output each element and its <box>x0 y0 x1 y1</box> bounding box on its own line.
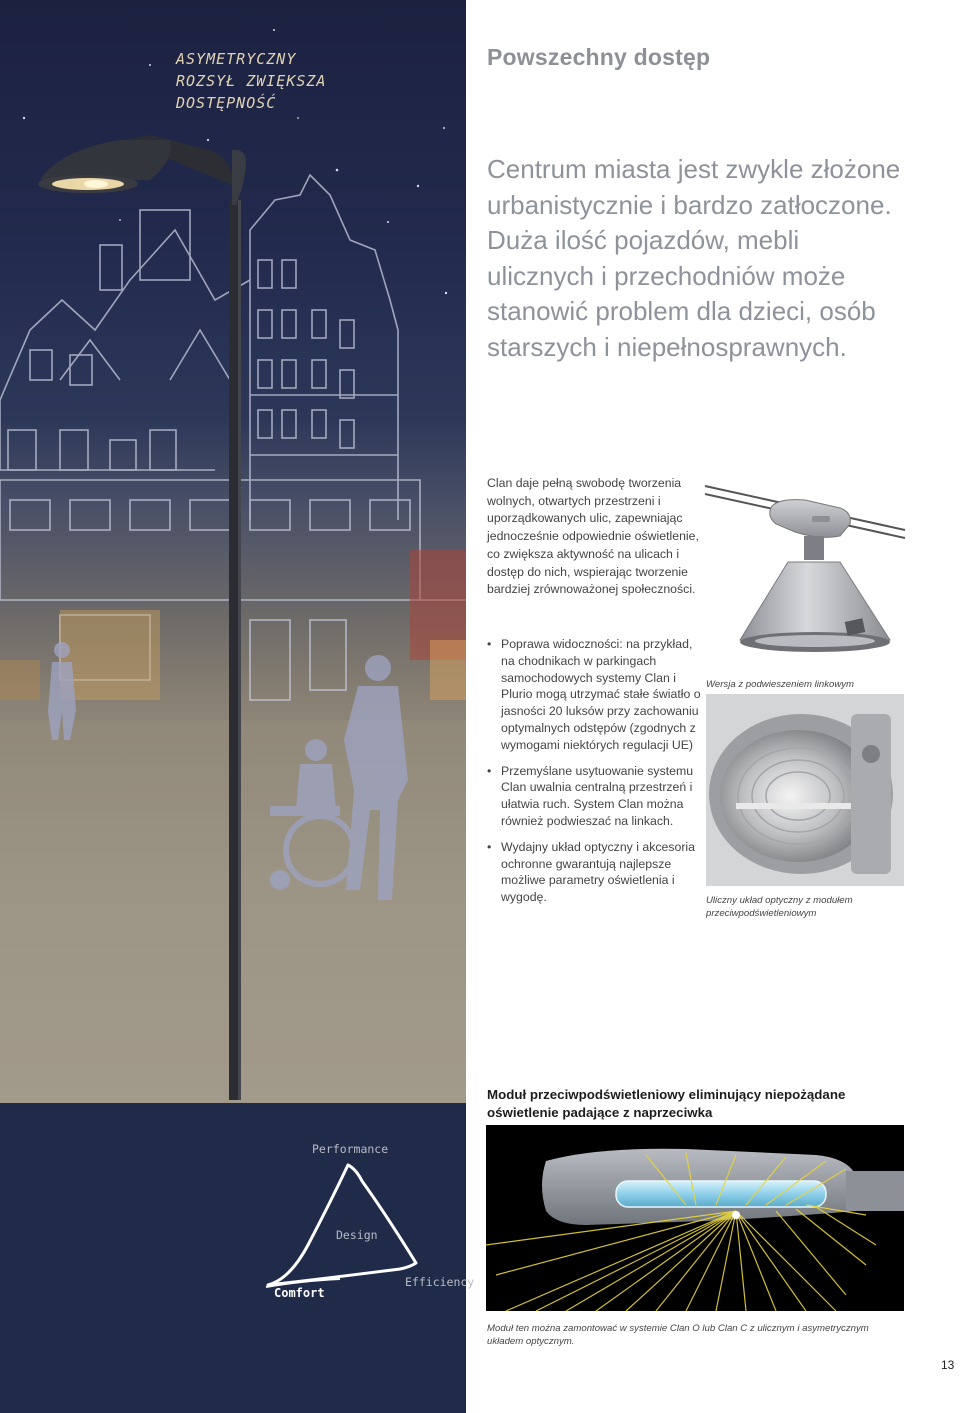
value-triangle-panel <box>0 1103 475 1413</box>
optic-caption: Uliczny układ optyczny z modułem przeciwpodświetleniowym <box>706 895 853 919</box>
anti-glare-drawing <box>486 1125 904 1311</box>
performance-label: Performance <box>312 1142 389 1156</box>
suspended-luminaire-photo <box>700 470 905 670</box>
triangle-icon <box>0 1103 466 1413</box>
body-paragraph: Clan daje pełną swobodę tworzenia wolnych, otwartych przestrzeni i uporządkowanych ulic, zapewniając jednocześnie odpowiednie oświetlenie, co zwiększa aktywność na ulicach i dostęp do nich, wspierając tworzenie bardziej zrównoważonej społeczności. <box>487 476 699 597</box>
module-heading: Moduł przeciwpodświetleniowy eliminujący niepożądane oświetlenie padające z naprzeciwka <box>487 1087 846 1120</box>
suspended-caption: Wersja z podwieszeniem linkowym <box>706 679 855 690</box>
list-item: • Poprawa widoczności: na przykład, na chodnikach w parkingach samochodowych systemy Clan i Plurio mogą utrzymać stałe światło o jasności 20 luksów przy zachowaniu optymalnych odstępów (zgodnych z wymogami niektórych regulacji UE) <box>487 636 702 754</box>
hero-title-line: DOSTĘPNOŚĆ <box>176 94 277 112</box>
page-heading: Powszechny dostęp <box>487 44 711 70</box>
hero-title-line: ASYMETRYCZNY <box>176 50 297 68</box>
suspended-luminaire-drawing <box>700 470 905 670</box>
design-label: Design <box>336 1228 378 1242</box>
hero-title-line: ROZSYŁ ZWIĘKSZA <box>176 72 327 90</box>
module-caption: Moduł ten można zamontować w systemie Clan O lub Clan C z ulicznym i asymetrycznym układem optycznym. <box>487 1323 869 1347</box>
comfort-label: Comfort <box>274 1286 325 1300</box>
hero-title <box>176 48 446 114</box>
efficiency-label: Efficiency <box>405 1275 475 1289</box>
street-optic-photo <box>706 694 904 886</box>
page-number: 13 <box>941 1358 955 1372</box>
list-item: • Wydajny układ optyczny i akcesoria ochronne gwarantują najlepsze możliwe parametry oświetlenia i wygodę. <box>487 839 702 906</box>
feature-list <box>487 636 702 915</box>
intro-paragraph: Centrum miasta jest zwykle złożone urbanistycznie i bardzo zatłoczone. Duża ilość pojazdów, mebli ulicznych i przechodniów może stanowić problem dla dzieci, osób starszych i niepełnosprawnych. <box>487 154 901 362</box>
optic-reflector-drawing <box>706 694 904 886</box>
list-item: • Przemyślane usytuowanie systemu Clan uwalnia centralną przestrzeń i ułatwia ruch. System Clan można również podwieszać na linkach. <box>487 763 702 830</box>
street-scene-drawing <box>0 0 466 1103</box>
anti-glare-diagram <box>486 1125 904 1311</box>
hero-illustration <box>0 0 466 1103</box>
